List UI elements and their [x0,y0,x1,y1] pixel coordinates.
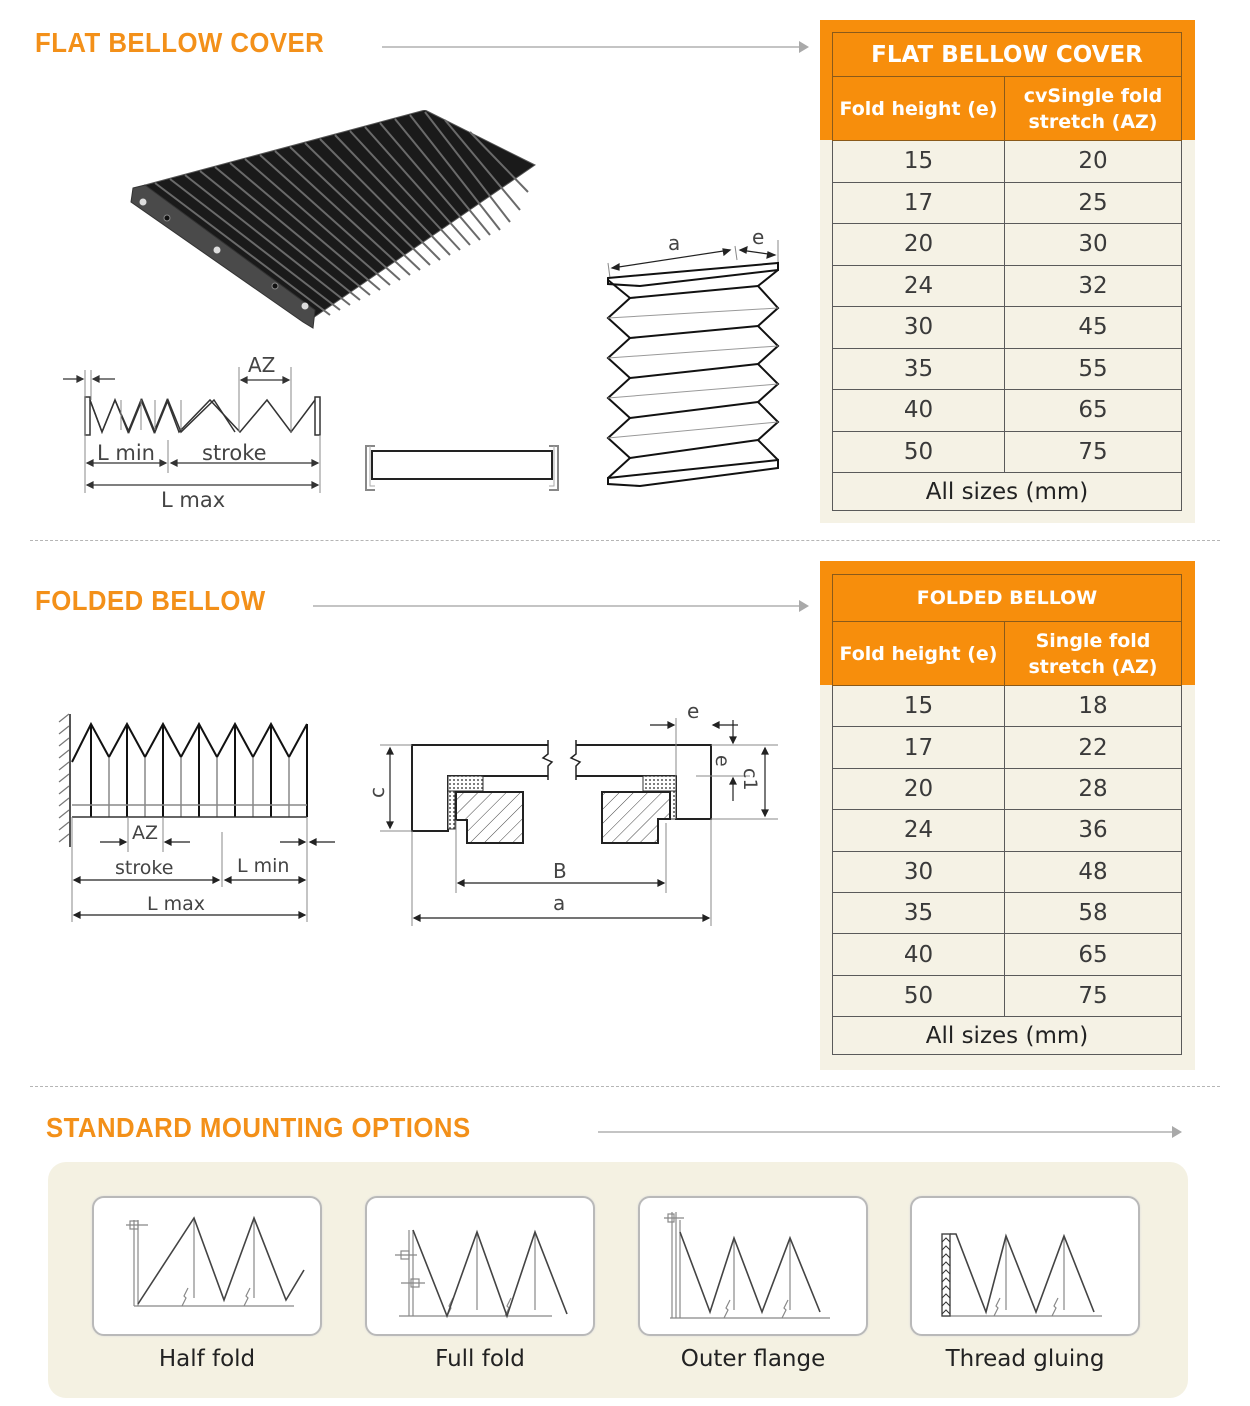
table-row [833,975,1182,1016]
stretch-cell: 18 [1005,686,1182,727]
stretch-cell: 32 [1005,265,1182,307]
c-label: c [365,787,389,798]
folded-bellow-dimension-diagram [55,712,340,927]
col-head-line2: stretch (AZ) [1028,655,1158,678]
table-row [833,141,1182,183]
table-footer: All sizes (mm) [833,1017,1182,1055]
e-label: e [752,228,765,249]
stroke-label: stroke [115,857,174,879]
stretch-cell: 36 [1005,810,1182,851]
table-row [833,307,1182,349]
outer-flange-icon [640,1198,866,1334]
fold-height-cell: 20 [833,768,1005,809]
fold-height-cell: 50 [833,431,1005,473]
full-fold-icon [367,1198,593,1334]
b-label: B [553,859,567,883]
stretch-cell: 22 [1005,727,1182,768]
stretch-cell: 75 [1005,431,1182,473]
lmin-label: L min [97,441,155,465]
az-label: AZ [248,353,276,377]
a-label: a [553,891,566,915]
flat-bellow-table-panel [820,20,1195,523]
mount-card-thread-gluing [910,1196,1140,1336]
fold-height-cell: 30 [833,851,1005,892]
col-head-line2: stretch (AZ) [1028,110,1158,133]
stretch-cell: 65 [1005,934,1182,975]
table-row [833,686,1182,727]
table-row [833,851,1182,892]
table-title: FLAT BELLOW COVER [833,33,1182,77]
mount-card-outer-flange [638,1196,868,1336]
mounting-options-title: STANDARD MOUNTING OPTIONS [46,1112,471,1143]
fold-height-cell: 35 [833,892,1005,933]
mounting-options-panel [48,1162,1188,1398]
flat-bellow-title: FLAT BELLOW COVER [35,27,325,58]
fold-height-cell: 24 [833,265,1005,307]
flat-bellow-product-image [125,110,545,330]
mount-card-half-fold [92,1196,322,1336]
fold-height-cell: 17 [833,727,1005,768]
stretch-cell: 30 [1005,224,1182,266]
col-single-fold-stretch [1005,77,1182,141]
e-side-label: e [711,755,733,767]
col-head-line1: Single fold [1035,629,1151,652]
stretch-cell: 20 [1005,141,1182,183]
table-row [833,892,1182,933]
fold-height-cell: 15 [833,686,1005,727]
section-arrow [313,605,807,607]
stretch-cell: 75 [1005,975,1182,1016]
folded-bellow-title: FOLDED BELLOW [35,585,266,616]
stretch-cell: 55 [1005,348,1182,390]
table-row [833,348,1182,390]
e-top-label: e [687,699,700,723]
col-fold-height: Fold height (e) [833,622,1005,686]
table-row [833,768,1182,809]
mount-card-full-fold [365,1196,595,1336]
az-label: AZ [132,822,159,844]
mount-label-outer-flange: Outer flange [680,1346,826,1372]
fold-height-cell: 40 [833,390,1005,432]
fold-height-cell: 50 [833,975,1005,1016]
fold-height-cell: 20 [833,224,1005,266]
table-row [833,265,1182,307]
table-title: FOLDED BELLOW [833,575,1182,622]
table-row [833,182,1182,224]
folded-bellow-cross-section [360,698,790,933]
table-row [833,224,1182,266]
col-head-line1: cvSingle fold [1023,84,1163,107]
fold-height-cell: 17 [833,182,1005,224]
section-arrow [598,1131,1180,1133]
section-arrow [382,46,807,48]
stretch-cell: 65 [1005,390,1182,432]
fold-height-cell: 15 [833,141,1005,183]
fold-height-cell: 30 [833,307,1005,349]
fold-height-cell: 24 [833,810,1005,851]
a-label: a [668,231,681,255]
section-divider [30,540,1220,541]
lmax-label: L max [147,893,206,915]
col-single-fold-stretch [1005,622,1182,686]
section-divider [30,1086,1220,1087]
fold-height-cell: 35 [833,348,1005,390]
half-fold-icon [94,1198,320,1334]
flat-bellow-dimension-diagram [55,345,335,515]
c1-label: c1 [739,768,761,791]
folded-bellow-spec-table [832,574,1182,1055]
table-row [833,431,1182,473]
mount-label-half-fold: Half fold [158,1346,256,1372]
stretch-cell: 25 [1005,182,1182,224]
lmin-label: L min [237,855,290,877]
stretch-cell: 28 [1005,768,1182,809]
stroke-label: stroke [202,441,267,465]
col-fold-height: Fold height (e) [833,77,1005,141]
flat-bellow-spec-table [832,32,1182,511]
flat-bellow-cross-section [362,442,562,494]
thread-gluing-icon [912,1198,1138,1334]
folded-bellow-table-panel [820,561,1195,1070]
stretch-cell: 58 [1005,892,1182,933]
table-row [833,934,1182,975]
mount-label-full-fold: Full fold [435,1346,525,1372]
table-row [833,727,1182,768]
lmax-label: L max [161,488,226,512]
table-footer: All sizes (mm) [833,473,1182,511]
flat-bellow-iso-diagram [600,228,795,498]
stretch-cell: 48 [1005,851,1182,892]
stretch-cell: 45 [1005,307,1182,349]
table-row [833,810,1182,851]
table-row [833,390,1182,432]
fold-height-cell: 40 [833,934,1005,975]
mount-label-thread-gluing: Thread gluing [945,1346,1105,1372]
